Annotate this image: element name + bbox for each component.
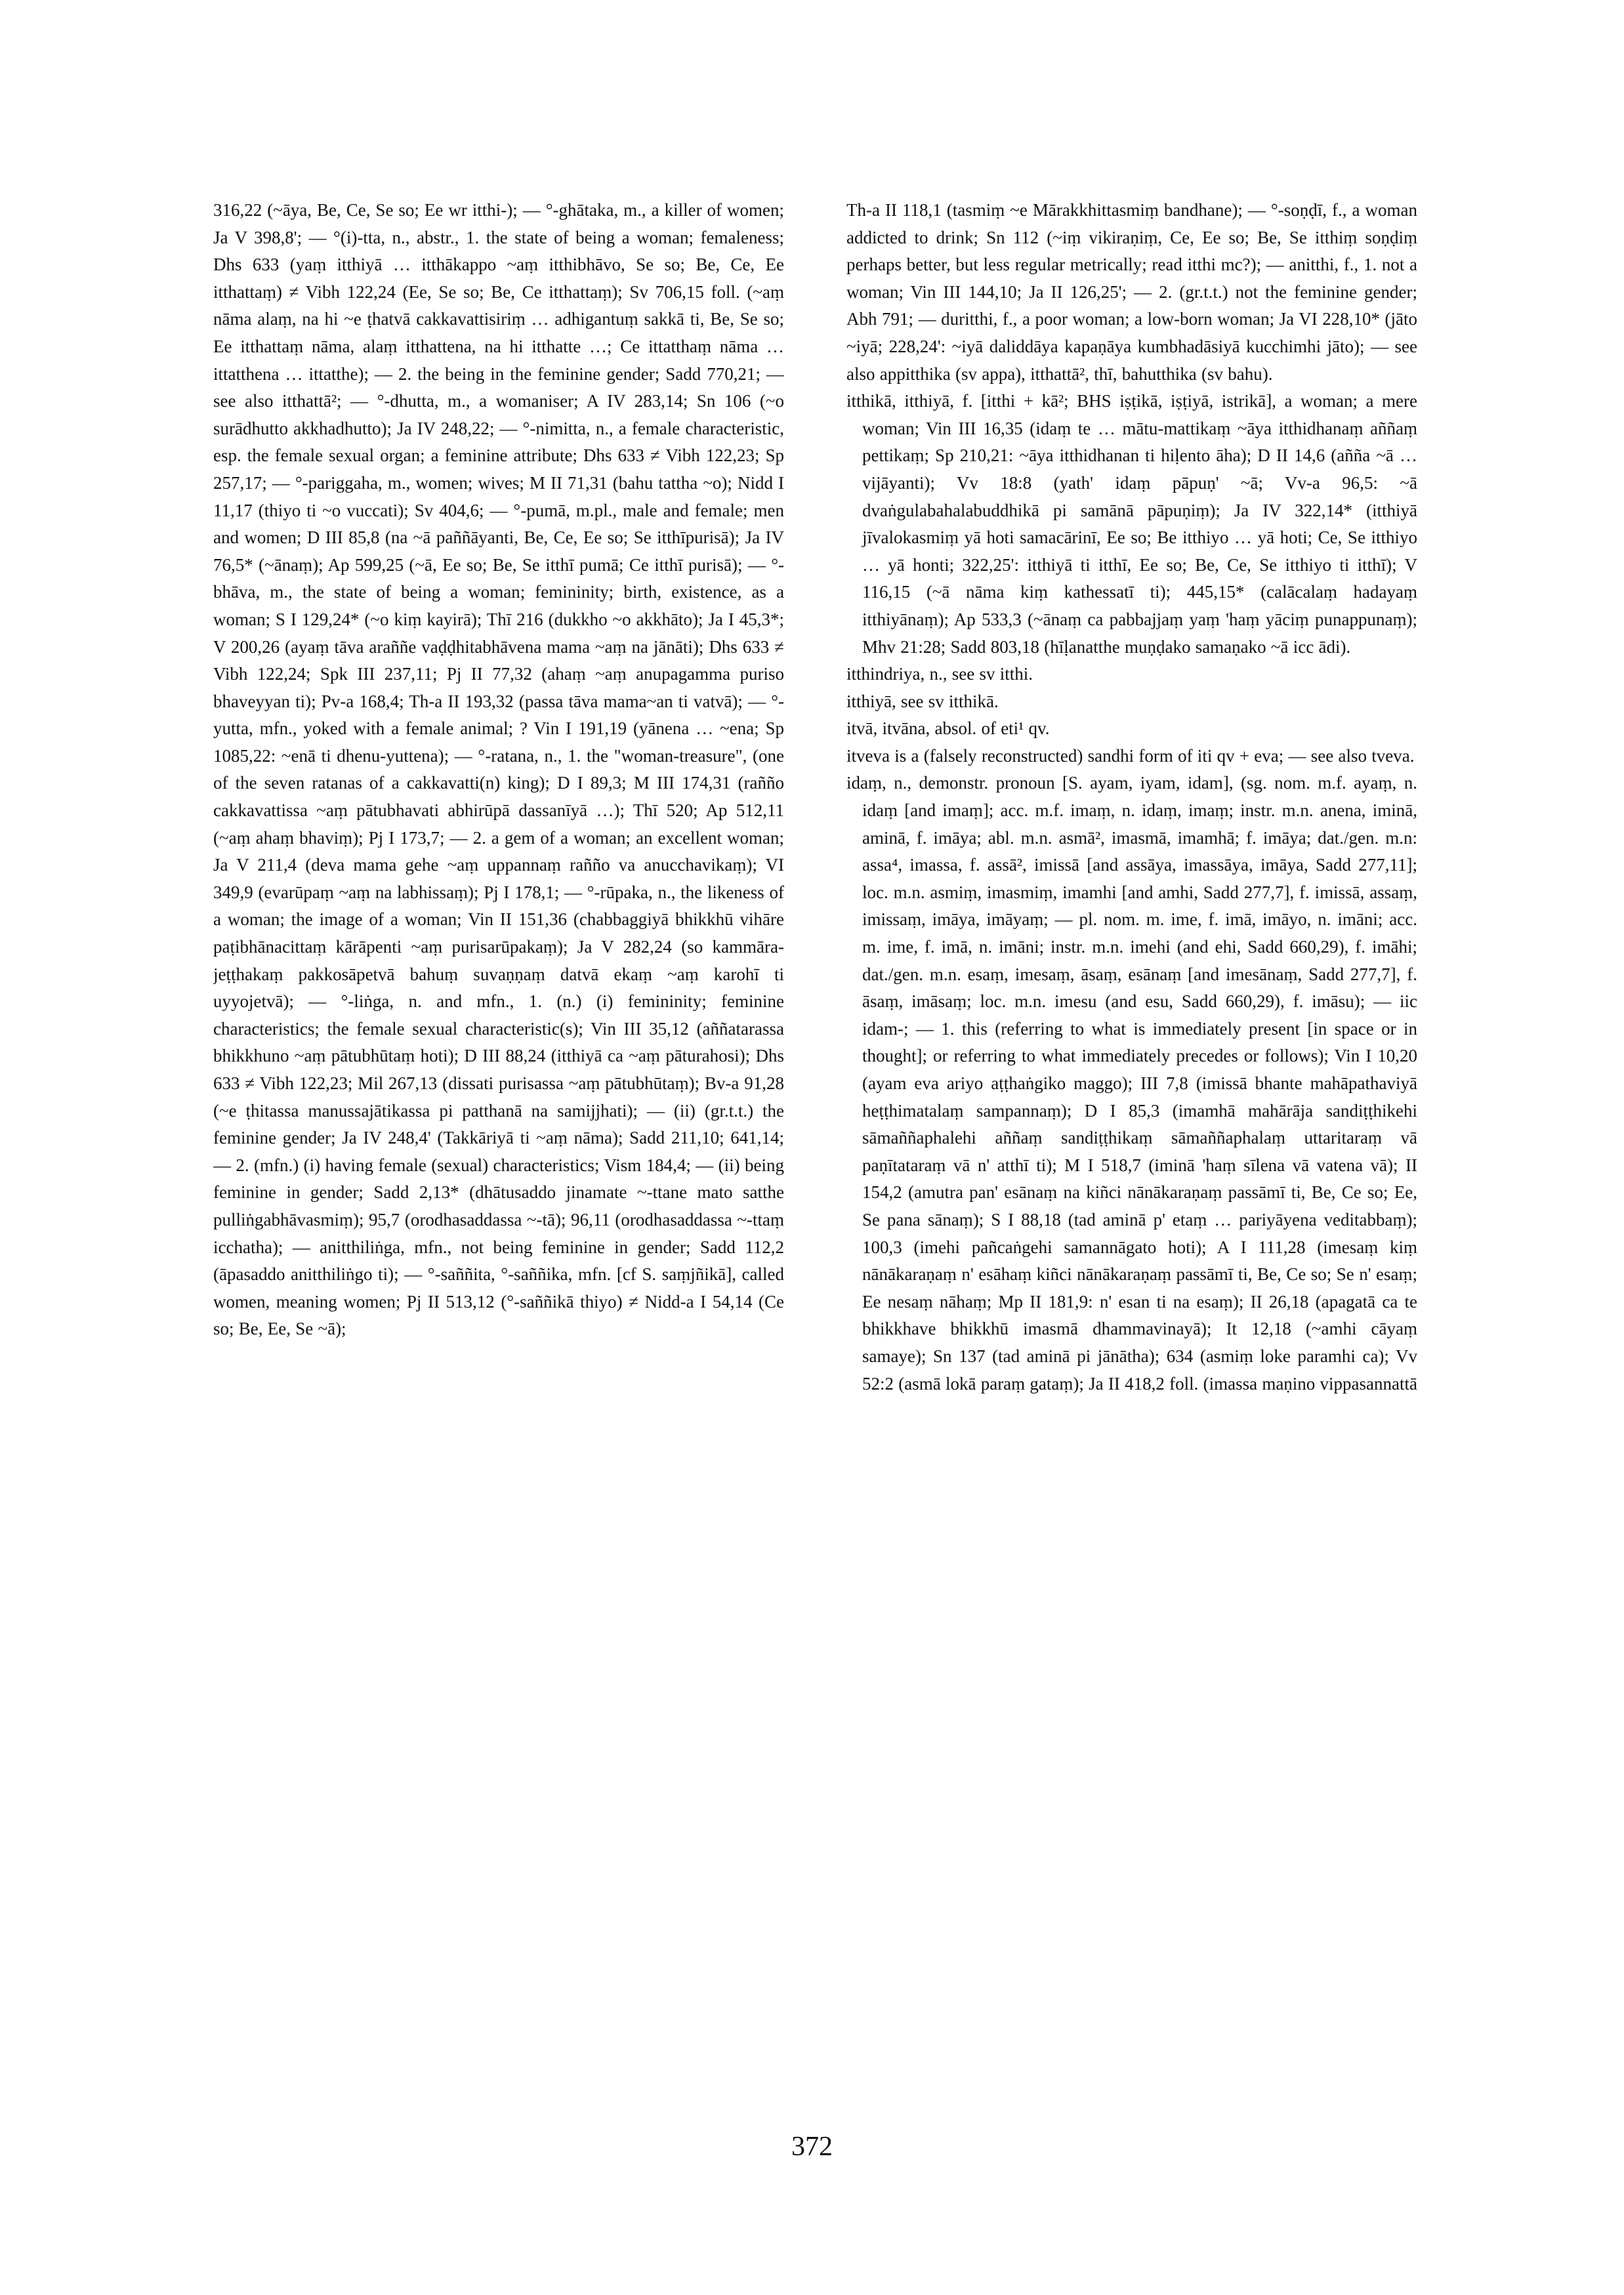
entry-itthiya: itthiyā, see sv itthikā. [846, 691, 999, 711]
left-column-text: 316,22 (~āya, Be, Ce, Se so; Ee wr itthi-); — °-ghātaka, m., a killer of women; Ja V 398,8'; — °(i)-tta, n., abstr., 1. the state of being a woman; femaleness; Dhs 633 (yaṃ itthiyā … itthākappo ~aṃ itthibhāvo, Se so; Be, Ce, Ee itthattaṃ) ≠ Vibh 122,24 (Ee, Se so; Be, Ce itthattaṃ); Sv 706,15 foll. (~aṃ nāma alaṃ, na hi ~e ṭhatvā cakkavattisiriṃ … adhigantuṃ sakkā ti, Be, Se so; Ee itthattaṃ nāma, alaṃ itthattena, na hi itthatte …; Ce ittatthaṃ nāma … ittatthena … ittatthe); — 2. the being in the feminine gender; Sadd 770,21; — see also itthattā²; — °-dhutta, m., a womaniser; A IV 283,14; Sn 106 (~o surādhutto akkhadhutto); Ja IV 248,22; — °-nimitta, n., a female characteristic, esp. the female sexual organ; a feminine attribute; Dhs 633 ≠ Vibh 122,23; Sp 257,17; — °-pariggaha, m., women; wives; M II 71,31 (bahu tattha ~o); Nidd I 11,17 (thiyo ti ~o vuccati); Sv 404,6; — °-pumā, m.pl., male and female; men and women; D III 85,8 (na ~ā paññāyanti, Be, Ce, Ee so; Se itthīpurisā); Ja IV 76,5* (~ānaṃ); Ap 599,25 (~ā, Ee so; Be, Se itthī pumā; Ce itthī purisā); — °-bhāva, m., the state of being a woman; femininity; birth, existence, as a woman; S I 129,24* (~o kiṃ kayirā); Thī 216 (dukkho ~o akkhāto); Ja I 45,3*; V 200,26 (ayaṃ tāva araññe vaḍḍhitabhāvena mama ~aṃ na jānāti); Dhs 633 ≠ Vibh 122,24; Spk III 237,11; Pj II 77,32 (ahaṃ ~aṃ anupagamma puriso bhaveyyan ti); Pv-a 168,4; Th-a II 193,32 (passa tāva mama~an ti vatvā); — °-yutta, mfn., yoked with a female animal; ? Vin I 191,19 (yānena … ~ena; Sp 1085,22: ~enā ti dhenu-yuttena); — °-ratana, n., 1. the "woman-treasure", (one of the seven ratanas of a cakkavatti(n) king); D I 89,3; M III 174,31 (rañño cakkavattissa ~aṃ pātubhavati abhirūpā dassanīyā …); Thī 520; Ap 512,11 (~aṃ ahaṃ bhaviṃ); Pj I 173,7; — 2. a gem of a woman; an excellent woman; Ja V 211,4 (deva mama gehe ~aṃ uppannaṃ rañño va anucchavikaṃ); VI 349,9 (evarūpaṃ ~aṃ na labhissaṃ); Pj I 178,1; — °-rūpaka, n., the likeness of a woman; the image of a woman; Vin II 151,36 (chabbaggiyā bhikkhū vihāre paṭibhānacittaṃ kārāpenti ~aṃ purisarūpakaṃ); Ja V 282,24 (so kammāra-jeṭṭhakaṃ pakkosāpetvā bahuṃ suvaṇṇaṃ datvā ekaṃ ~aṃ karohī ti uyyojetvā); — °-liṅga, n. and mfn., 1. (n.) (i) femininity; feminine characteristics; the female sexual characteristic(s); Vin III 35,12 (aññatarassa bhikkhuno ~aṃ pātubhūtaṃ hoti); D III 88,24 (itthiyā ca ~aṃ pāturahosi); Dhs 633 ≠ Vibh 122,23; Mil 267,13 (dissati purisassa ~aṃ pātubhūtaṃ); Bv-a 91,28 (~e ṭhitassa manussajātikassa pi patthanā na samijjhati); — (ii) (gr.t.t.) the feminine gender; Ja IV 248,4' (Takkāriyā ti ~aṃ nāma); Sadd 211,10; 641,14; — 2. (mfn.) (i) having female (sexual) characteristics; Vism 184,4; — (ii) being feminine in gender; Sadd 2,13* (dhātusaddo jinamate ~-ttane mato satthe pulliṅgabhāvasmiṃ); 95,7 (orodhasaddassa ~-tā); 96,11 (orodhasaddassa ~-ttaṃ icchatha); — anitthiliṅga, mfn., not being feminine in gender; Sadd 112,2 (āpasaddo anitthiliṅgo ti); — °-saññita, °-saññika, mfn. [cf S. saṃjñikā], called women, meaning women; Pj II 513,12 (°-saññikā thiyo) ≠ Nidd-a I 54,14 (Ce so; Be, Ee, Se ~ā); [213, 200, 784, 1339]
right-column [846, 197, 1417, 2139]
continuation-paragraph: Th-a II 118,1 (tasmiṃ ~e Mārakkhittasmiṃ bandhane); — °-soṇḍī, f., a woman addicted to drink; Sn 112 (~iṃ vikiraṇiṃ, Ce, Ee so; Be, Se itthiṃ soṇḍiṃ perhaps better, but less regular metrically; read itthi mc?); — anitthi, f., 1. not a woman; Vin III 144,10; Ja II 126,25'; — 2. (gr.t.t.) not the feminine gender; Abh 791; — duritthi, f., a poor woman; a low-born woman; Ja VI 228,10* (jāto ~iyā; 228,24': ~iyā daliddāya kapaṇāya kumbhadāsiyā kucchimhi jāto); — see also appitthika (sv appa), itthattā², thī, bahutthika (sv bahu). [846, 200, 1417, 384]
entry-itveva: itveva is a (falsely reconstructed) sandhi form of iti qv + eva; — see also tveva. [846, 745, 1415, 766]
entry-itva: itvā, itvāna, absol. of eti¹ qv. [846, 718, 1050, 739]
entry-itthika: itthikā, itthiyā, f. [itthi + kā²; BHS iṣṭikā, iṣṭiyā, istrikā], a woman; a mere woman; Vin III 16,35 (idaṃ te … mātu-mattikaṃ ~āya itthidhanaṃ aññaṃ pettikaṃ; Sp 210,21: ~āya itthidhanan ti hiḷento āha); D II 14,6 (añña ~ā … vijāyanti); Vv 18:8 (yath' idaṃ pāpuṇ' ~ā; Vv-a 96,5: ~ā dvaṅgulabahalabuddhikā pi samānā pāpuṇiṃ); Ja IV 322,14* (itthiyā jīvalokasmiṃ yā hoti samacārinī, Ee so; Be itthiyo … yā hoti; Ce, Se itthiyo … yā honti; 322,25': itthiyā ti itthī, Ee so; Be, Ce, Se itthiyo ti itthī); V 116,15 (~ā nāma kiṃ kathessatī ti); 445,15* (calācalaṃ hadayaṃ itthiyānaṃ); Ap 533,3 (~ānaṃ ca pabbajjaṃ yaṃ 'haṃ yāciṃ punappunaṃ); Mhv 21:28; Sadd 803,18 (hīḷanatthe muṇḍako samaṇako ~ā icc ādi). [846, 391, 1417, 657]
page-number: 372 [791, 2132, 833, 2162]
entry-idam: idaṃ, n., demonstr. pronoun [S. ayam, iyam, idam], (sg. nom. m.f. ayaṃ, n. idaṃ [and imaṃ]; acc. m.f. imaṃ, n. idaṃ, imaṃ; instr. m.n. anena, iminā, aminā, f. imāya; abl. m.n. asmā², imasmā, imamhā; f. imāya; dat./gen. m.n: assa⁴, imassa, f. assā², imissā [and assāya, imassāya, imāya, Sadd 277,11]; loc. m.n. asmiṃ, imasmiṃ, imamhi [and amhi, Sadd 277,7], f. imissā, assaṃ, imissaṃ, imāya, imāyaṃ; — pl. nom. m. ime, f. imā, imāyo, n. imāni; acc. m. ime, f. imā, n. imāni; instr. m.n. imehi (and ehi, Sadd 660,29), f. imāhi; dat./gen. m.n. esaṃ, imesaṃ, āsaṃ, esānaṃ [and imesānaṃ, Sadd 277,7], f. āsaṃ, imāsaṃ; loc. m.n. imesu (and esu, Sadd 660,29), f. imāsu); — iic idam-; — 1. this (referring to what is immediately present [in space or in thought]; or referring to what immediately precedes or follows); Vin I 10,20 (ayam eva ariyo aṭṭhaṅgiko maggo); III 7,8 (imissā bhante mahāpathaviyā heṭṭhimatalaṃ sampannaṃ); D I 85,3 (imamhā mahārāja sandiṭṭhikehi sāmaññaphalehi aññaṃ sandiṭṭhikaṃ sāmaññaphalaṃ uttaritaraṃ vā paṇītataraṃ vā n' atthī ti); M I 518,7 (iminā 'haṃ sīlena vā vatena vā); II 154,2 (amutra pan' esānaṃ na kiñci nānākaraṇaṃ passāmī ti, Be, Ce so; Ee, Se pana sānaṃ); S I 88,18 (tad aminā p' etaṃ … pariyāyena veditabbaṃ); 100,3 (imehi pañcaṅgehi samannāgato hoti); A I 111,28 (imesaṃ kiṃ nānākaraṇaṃ n' esāhaṃ kiñci nānākaraṇaṃ passāmī ti, Be, Ce so; Se n' esaṃ; Ee nesaṃ nāhaṃ; Mp II 181,9: n' esan ti na esaṃ); II 26,18 (apagatā ca te bhikkhave bhikkhū imasmā dhammavinayā); It 12,18 (~amhi cāyaṃ samaye); Sn 137 (tad aminā pi jānātha); 634 (asmiṃ loke paramhi ca); Vv 52:2 (asmā lokā paraṃ gataṃ); Ja II 418,2 foll. (imassa maṇino vippasannattā [846, 773, 1417, 1394]
left-column [213, 197, 784, 2139]
entry-itthindriya: itthindriya, n., see sv itthi. [846, 664, 1033, 684]
